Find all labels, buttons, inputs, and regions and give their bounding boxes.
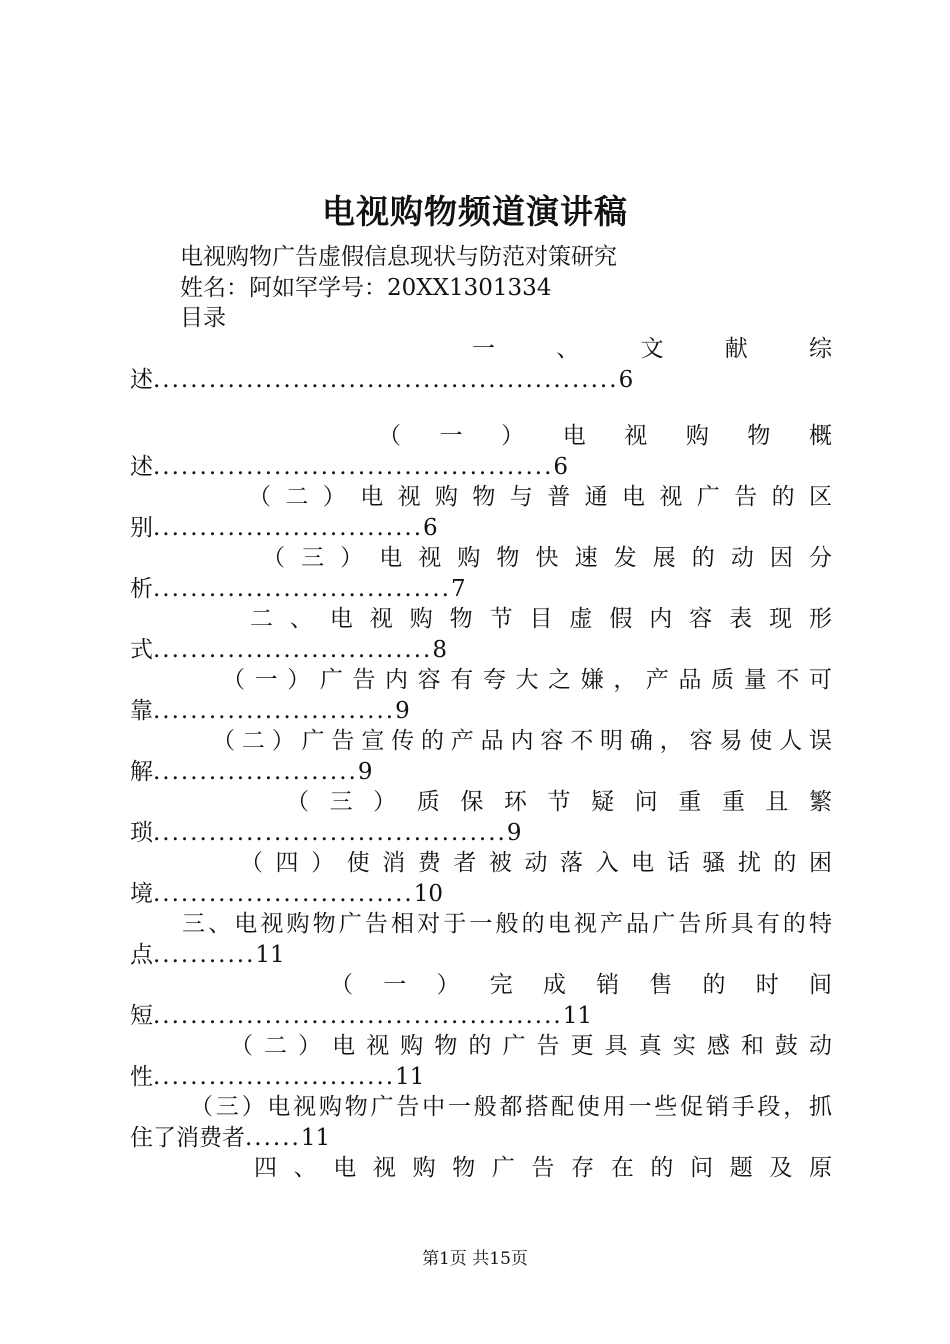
toc-page-number: 6 — [618, 367, 634, 393]
toc-entry — [130, 786, 832, 848]
subtitle: 电视购物广告虚假信息现状与防范对策研究 — [180, 244, 617, 270]
toc-entry-title: （ 一 ） 广 告 内 容 有 夸 大 之 嫌 ， 产 品 质 量 不 可 — [222, 667, 832, 693]
toc-entry — [130, 664, 832, 726]
toc-entry-tail: 式 — [130, 637, 153, 663]
toc-entry-title: （ 一 ） 完 成 销 售 的 时 间 — [330, 972, 832, 998]
toc-entry-continuation — [130, 696, 832, 726]
toc-leader-dots: ............................. — [153, 515, 424, 541]
toc-page-number: 11 — [395, 1064, 425, 1090]
toc-entry-title: 三、电视购物广告相对于一般的电视产品广告所具有的特 — [182, 911, 832, 937]
toc-page-number: 8 — [432, 637, 447, 663]
toc-leader-dots: ............................................ — [153, 1003, 563, 1029]
toc-entry-tail: 析 — [130, 576, 153, 602]
toc-entry-tail: 解 — [130, 759, 153, 785]
toc-entry-title: （ 三 ） 电 视 购 物 快 速 发 展 的 动 因 分 — [262, 545, 832, 571]
toc-page-number: 10 — [413, 881, 443, 907]
toc-entry-continuation — [130, 818, 832, 848]
toc-leader-dots: .............................. — [153, 637, 433, 663]
toc-entry — [130, 1030, 832, 1092]
toc-leader-dots: ........... — [153, 942, 256, 968]
toc-page-number: 6 — [553, 454, 569, 480]
toc-entry — [130, 420, 832, 482]
toc-page-number: 11 — [255, 942, 285, 968]
toc-leader-dots: .......................... — [153, 1064, 396, 1090]
toc-page-number: 6 — [423, 515, 438, 541]
toc-page-number: 11 — [300, 1125, 331, 1151]
toc-entry-title: （ 四 ） 使 消 费 者 被 动 落 入 电 话 骚 扰 的 困 — [240, 850, 832, 876]
toc-entry-continuation — [130, 365, 832, 395]
toc-leader-dots: ...... — [245, 1125, 301, 1151]
toc-entry — [130, 908, 832, 970]
toc-leader-dots: ...................... — [153, 759, 358, 785]
toc-entry-continuation — [130, 1001, 832, 1031]
toc-entry — [130, 847, 832, 909]
toc-entry-continuation — [130, 574, 832, 604]
toc-leader-dots: .................................................. — [153, 367, 619, 393]
toc-entry — [130, 1091, 832, 1153]
toc-entry-tail: 述 — [130, 454, 153, 480]
toc-entry-title: （ 一 ） 电 视 购 物 概 — [378, 423, 832, 449]
toc-entry-tail: 短 — [130, 1003, 153, 1029]
toc-entry-tail: 述 — [130, 367, 153, 393]
toc-entry-continuation — [130, 879, 832, 909]
toc-entry-title: （ 三 ） 质 保 环 节 疑 问 重 重 且 繁 — [286, 789, 832, 815]
toc-entry-title: 四 、 电 视 购 物 广 告 存 在 的 问 题 及 原 — [254, 1155, 832, 1181]
toc-entry-continuation — [130, 1062, 832, 1092]
toc-entry-continuation — [130, 513, 832, 543]
toc-entry-title: 二 、 电 视 购 物 节 目 虚 假 内 容 表 现 形 — [250, 606, 832, 632]
toc-page-number: 9 — [395, 698, 410, 724]
toc-entry-tail: 境 — [130, 881, 153, 907]
toc-entry-continuation — [130, 452, 832, 482]
toc-entry-tail: 住了消费者 — [130, 1125, 245, 1151]
toc-entry-title: （ 二 ） 电 视 购 物 的 广 告 更 具 真 实 感 和 鼓 动 — [230, 1033, 832, 1059]
toc-entry-continuation — [130, 1123, 832, 1153]
toc-entry — [130, 725, 832, 787]
toc-leader-dots: .......................... — [153, 698, 396, 724]
page-footer: 第1页 共15页 — [422, 1249, 528, 1269]
toc-page-number: 9 — [357, 759, 373, 785]
toc-page-number: 11 — [562, 1003, 592, 1029]
toc-entry-tail: 别 — [130, 515, 153, 541]
toc-entry-tail: 琐 — [130, 820, 153, 846]
toc-entry — [130, 603, 832, 665]
toc-heading: 目录 — [180, 305, 226, 331]
toc-entry-tail: 靠 — [130, 698, 153, 724]
toc-entry-title: （三）电视购物广告中一般都搭配使用一些促销手段，抓 — [190, 1094, 832, 1120]
toc-entry-tail: 点 — [130, 942, 153, 968]
toc-entry — [130, 969, 832, 1031]
toc-entry-title: （二）广告宣传的产品内容不明确，容易使人误 — [212, 728, 832, 754]
toc-entry-continuation — [130, 757, 832, 787]
toc-entry-title: 一 、 文 献 综 — [472, 336, 832, 362]
toc-entry — [130, 542, 832, 604]
toc-entry-continuation — [130, 635, 832, 665]
toc-page-number: 9 — [506, 820, 522, 846]
toc-page-number: 7 — [450, 576, 466, 602]
toc-leader-dots: ............................ — [153, 881, 414, 907]
document-title: 电视购物频道演讲稿 — [322, 192, 628, 231]
toc-entry — [130, 481, 832, 543]
toc-leader-dots: ................................ — [153, 576, 451, 602]
toc-entry-title: （ 二 ） 电 视 购 物 与 普 通 电 视 广 告 的 区 — [248, 484, 832, 510]
toc-leader-dots: ........................................... — [153, 454, 554, 480]
toc-entry-tail: 性 — [130, 1064, 153, 1090]
toc-entry — [130, 333, 832, 395]
toc-leader-dots: ...................................... — [153, 820, 507, 846]
toc-entry-continuation — [130, 940, 832, 970]
toc-entry — [130, 1152, 832, 1184]
author-line: 姓名：阿如罕学号：20XX1301334 — [180, 275, 552, 301]
